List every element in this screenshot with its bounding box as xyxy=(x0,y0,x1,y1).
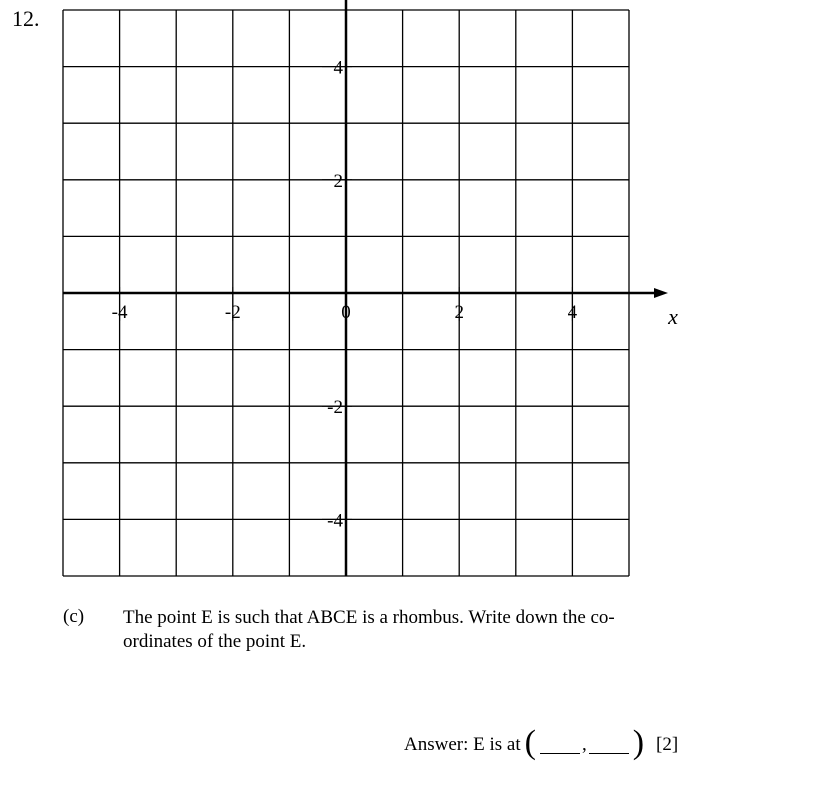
answer-comma: , xyxy=(581,734,587,755)
answer-line xyxy=(404,724,679,762)
x-tick-label: -2 xyxy=(224,302,241,323)
answer-prefix: Answer: E is at xyxy=(404,734,521,755)
x-tick-label: 2 xyxy=(454,302,464,323)
x-axis-arrowhead xyxy=(654,288,668,298)
part-c-label: (c) xyxy=(63,606,85,627)
answer-y-blank[interactable] xyxy=(589,737,629,754)
x-tick-label: 4 xyxy=(567,302,578,323)
y-tick-label: 2 xyxy=(333,170,343,192)
answer-open-paren: ( xyxy=(524,724,536,761)
x-tick-label: -4 xyxy=(111,302,128,323)
answer-close-paren: ) xyxy=(632,724,645,761)
y-tick-label: -2 xyxy=(327,397,343,419)
answer-x-blank[interactable] xyxy=(540,737,580,754)
x-tick-label: 0 xyxy=(341,302,351,323)
part-c-question-text: The point E is such that ABCE is a rhombus. Write down the co-ordinates of the point E. xyxy=(123,607,615,652)
y-tick-label: 4 xyxy=(333,57,343,79)
answer-marks: [2] xyxy=(656,734,679,755)
question-number: 12. xyxy=(12,6,40,31)
y-tick-label: -4 xyxy=(327,510,343,532)
x-axis-label: x xyxy=(668,304,678,329)
